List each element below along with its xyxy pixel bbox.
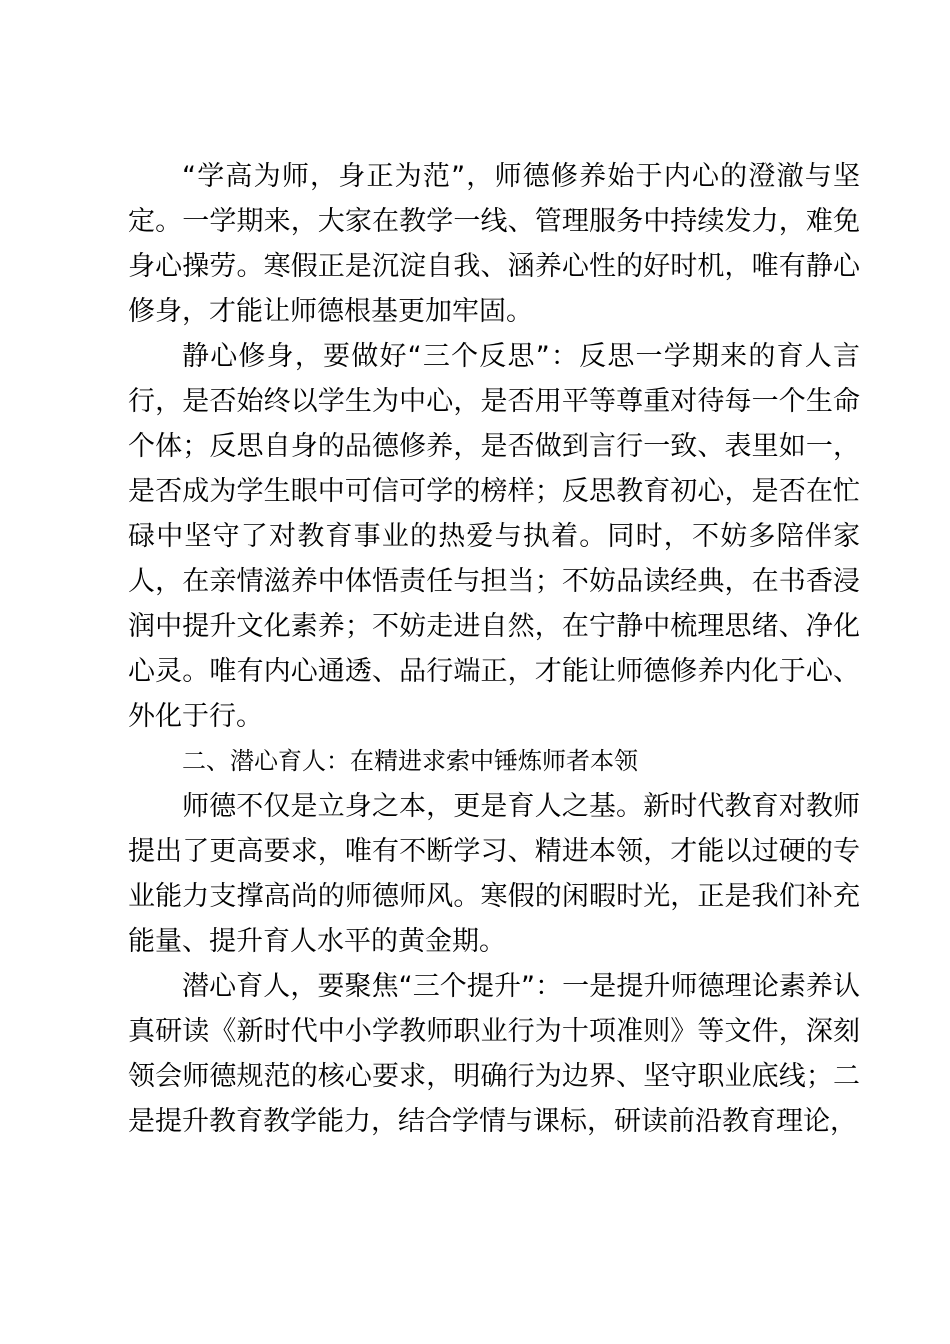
document-body	[128, 154, 860, 1144]
paragraph-3: 师德不仅是立身之本，更是育人之基。新时代教育对教师提出了更高要求，唯有不断学习、精进本领，才能以过硬的专业能力支撑高尚的师德师风。寒假的闲暇时光，正是我们补充能量、提升育人水平的黄金期。	[128, 791, 860, 957]
paragraph-1: “学高为师，身正为范”，师德修养始于内心的澄澈与坚定。一学期来，大家在教学一线、管理服务中持续发力，难免身心操劳。寒假正是沉淀自我、涵养心性的好时机，唯有静心修身，才能让师德根基更加牢固。	[128, 161, 860, 327]
paragraph-4: 潜心育人，要聚焦“三个提升”：一是提升师德理论素养认真研读《新时代中小学教师职业行为十项准则》等文件，深刻领会师德规范的核心要求，明确行为边界、坚守职业底线；二是提升教育教学能力，结合学情与课标，研读前沿教育理论，	[128, 971, 860, 1137]
section-heading: 二、潜心育人：在精进求索中锤炼师者本领	[182, 747, 638, 775]
paragraph-2: 静心修身，要做好“三个反思”：反思一学期来的育人言行，是否始终以学生为中心，是否用平等尊重对待每一个生命个体；反思自身的品德修养，是否做到言行一致、表里如一，是否成为学生眼中可信可学的榜样；反思教育初心，是否在忙碌中坚守了对教育事业的热爱与执着。同时，不妨多陪伴家人，在亲情滋养中体悟责任与担当；不妨品读经典，在书香浸润中提升文化素养；不妨走进自然，在宁静中梳理思绪、净化心灵。唯有内心通透、品行端正，才能让师德修养内化于心、外化于行。	[128, 341, 860, 732]
